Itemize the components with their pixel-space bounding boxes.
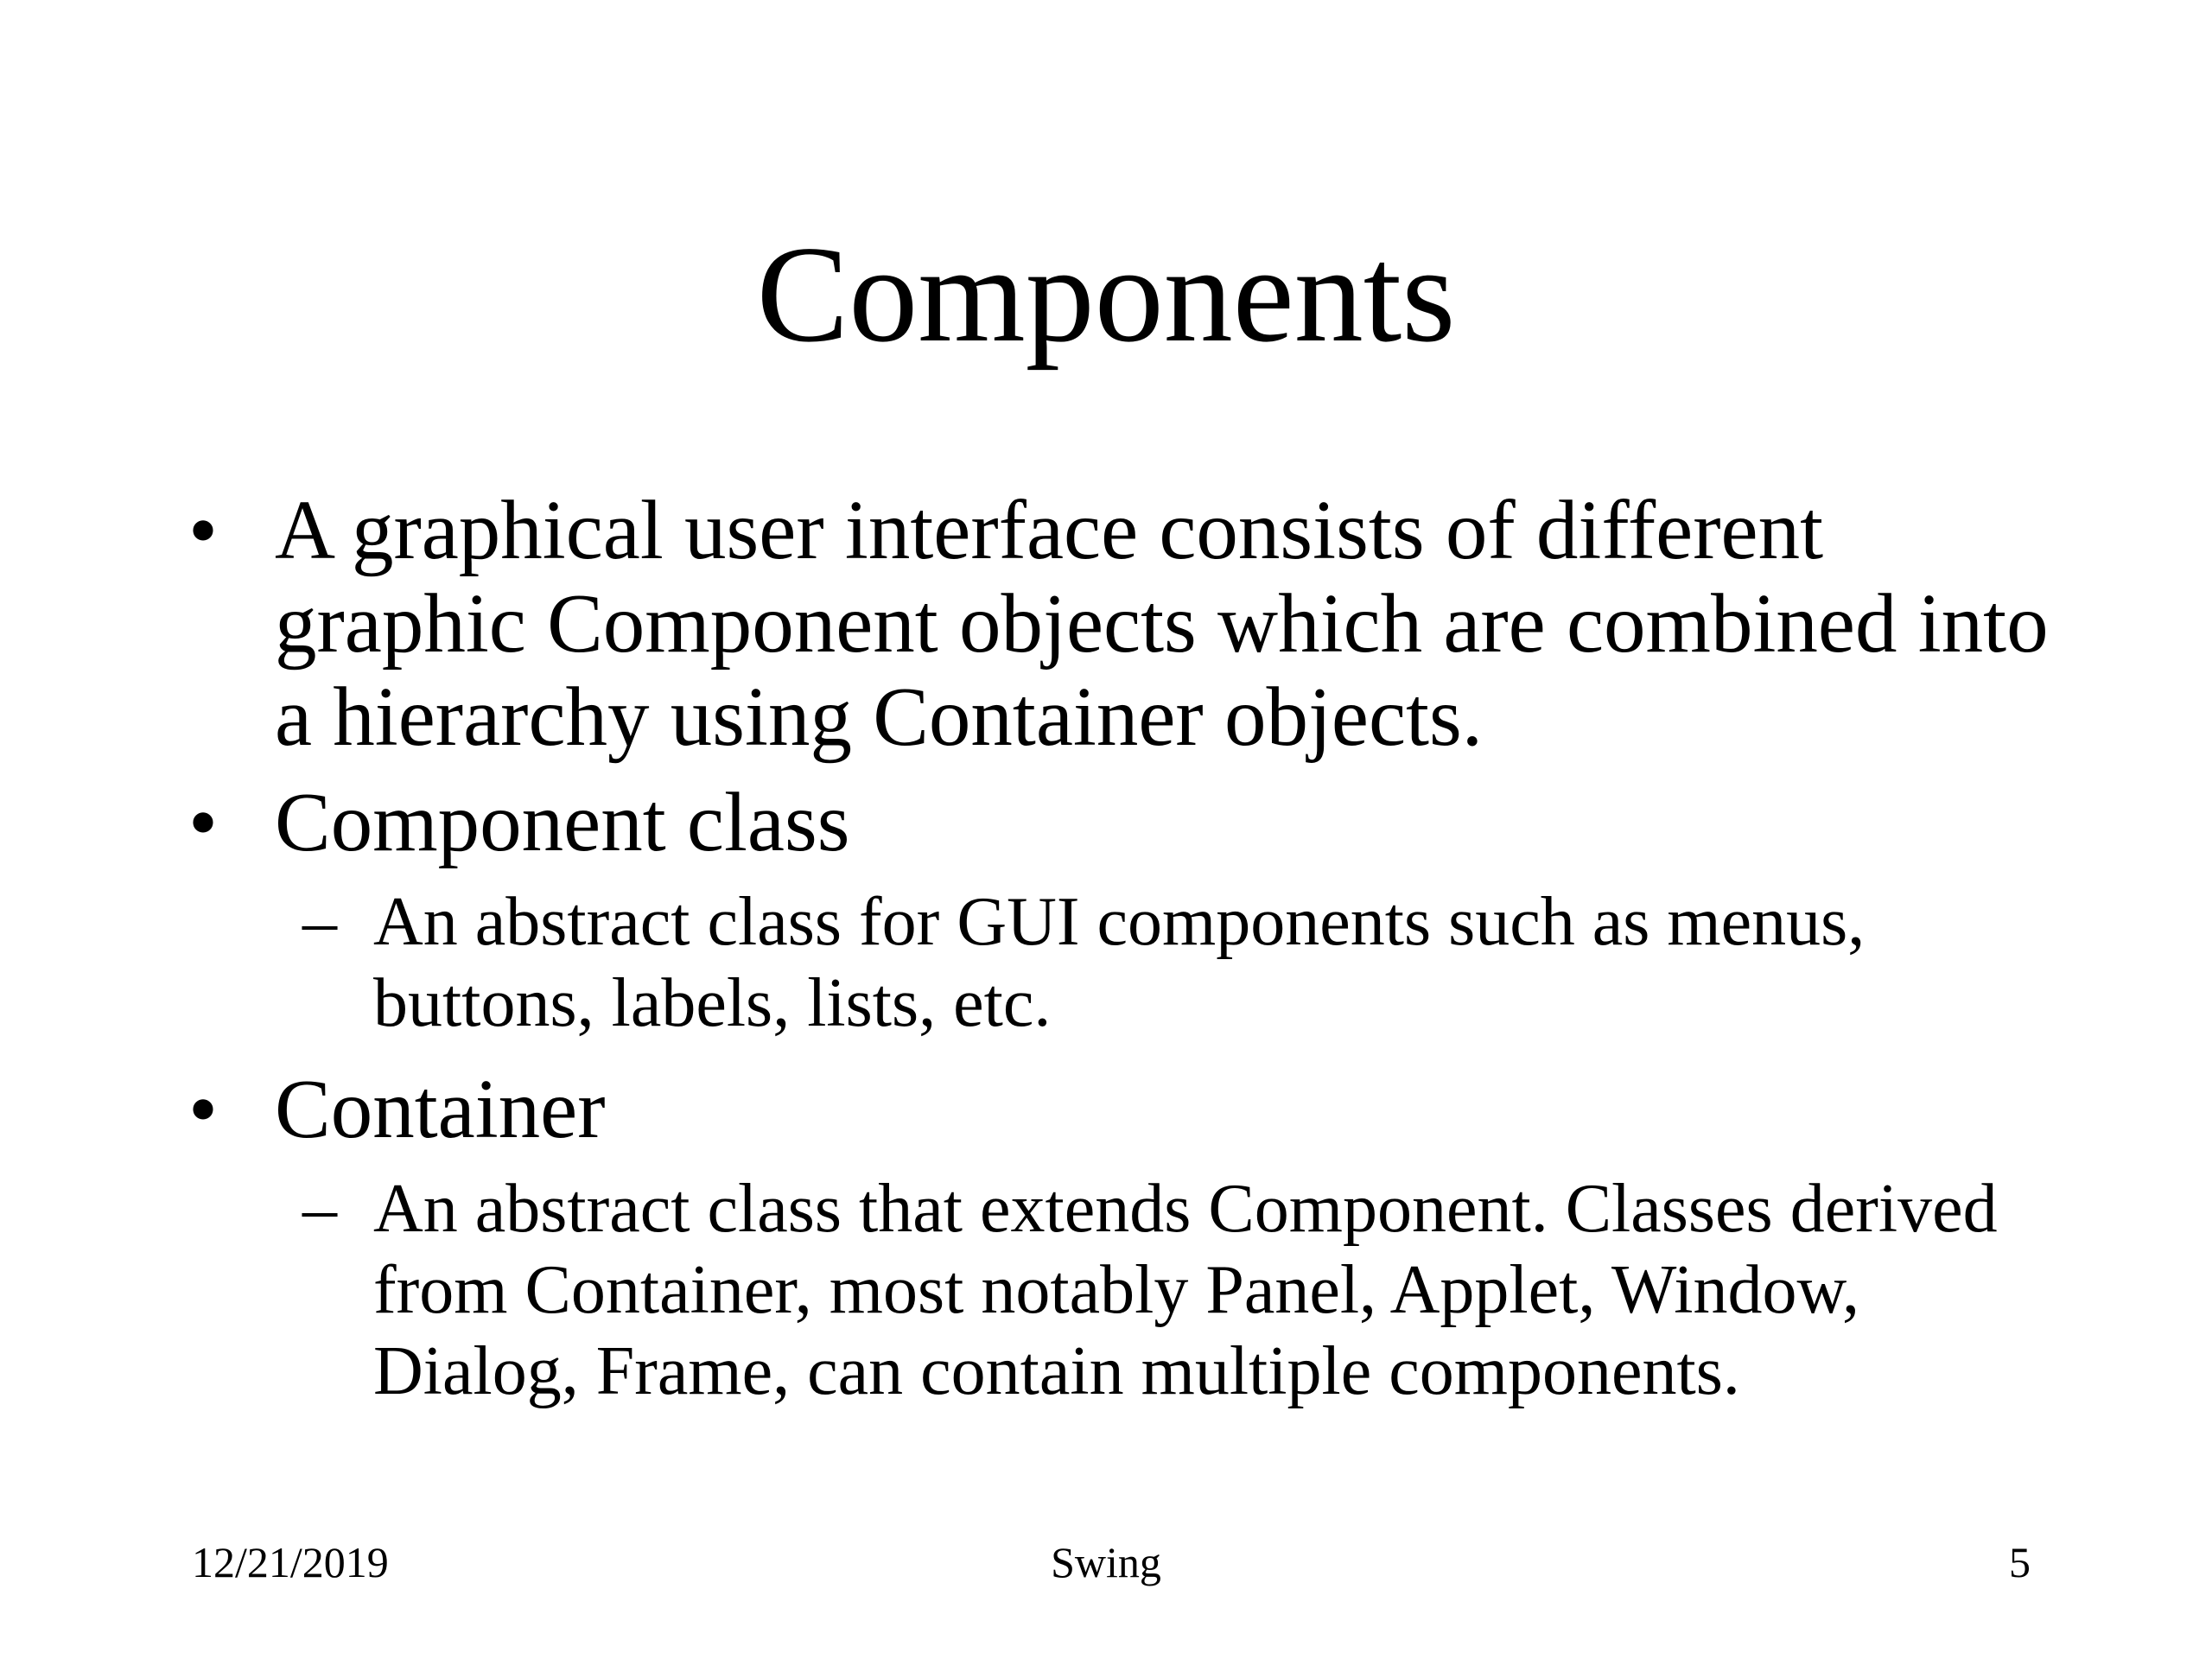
bullet-marker: • (188, 776, 218, 868)
bullet-marker: • (188, 484, 218, 576)
bullet-item (173, 1063, 2074, 1156)
bullet-text: Component class (275, 776, 850, 868)
sub-bullet-item (173, 881, 2074, 1044)
bullet-text: A graphical user interface consists of different graphic Component objects which are combined into a hierarchy using Container objects. (275, 484, 2049, 763)
sub-bullet-text: An abstract class that extends Component. Classes derived from Container, most notably Panel, Applet, Window, Dialog, Frame, can contain multiple components. (373, 1171, 1998, 1409)
footer-date: 12/21/2019 (192, 1538, 389, 1586)
sub-bullet-text: An abstract class for GUI components such as menus, buttons, labels, lists, etc. (373, 884, 1866, 1041)
footer-title: Swing (1051, 1538, 1161, 1586)
bullet-item (173, 776, 2074, 869)
sub-bullet-marker: – (302, 884, 337, 960)
slide-body (173, 484, 2074, 1431)
sub-bullet-item (173, 1168, 2074, 1412)
slide-number: 5 (2009, 1538, 2031, 1586)
sub-bullet-marker: – (302, 1171, 337, 1247)
bullet-text: Container (275, 1063, 606, 1155)
bullet-item (173, 484, 2074, 764)
slide-title: Components (756, 217, 1456, 371)
bullet-marker: • (188, 1063, 218, 1155)
